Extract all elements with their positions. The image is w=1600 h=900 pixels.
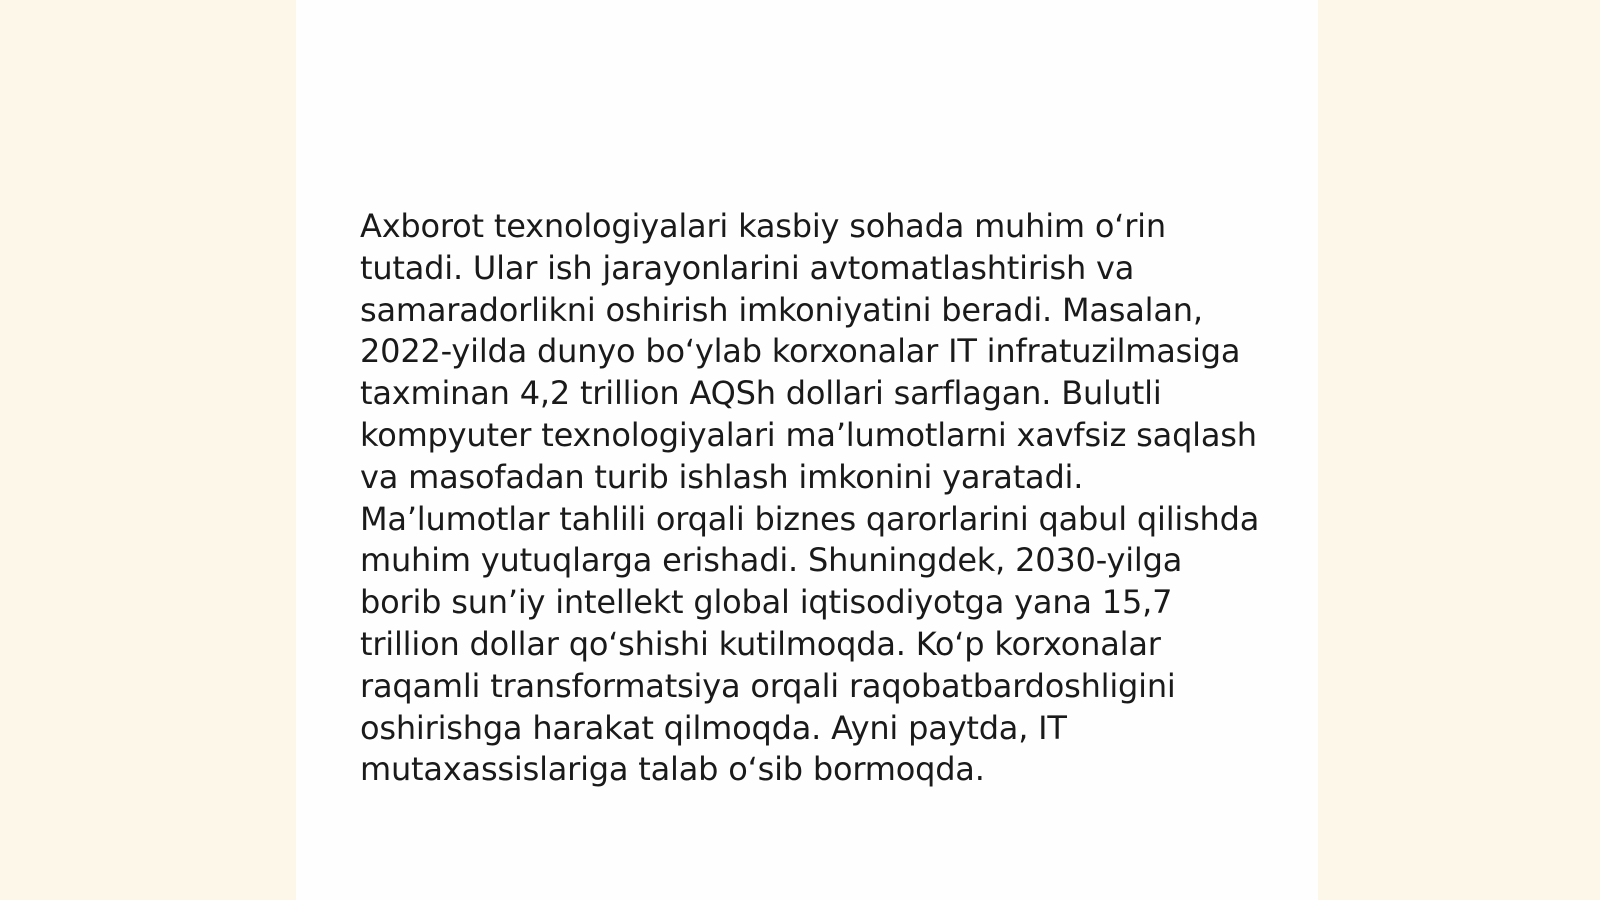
document-page <box>296 0 1318 900</box>
body-paragraph: Axborot texnologiyalari kasbiy sohada muhim o‘rin tutadi. Ular ish jarayonlarini avtomatlashtirish va samaradorlikni oshirish imkoniyatini beradi. Masalan, 2022-yilda dunyo bo‘ylab korxonalar IT infratuzilmasiga taxminan 4,2 trillion AQSh dollari sarflagan. Bulutli kompyuter texnologiyalari ma’lumotlarni xavfsiz saqlash va masofadan turib ishlash imkonini yaratadi. Ma’lumotlar tahlili orqali biznes qarorlarini qabul qilishda muhim yutuqlarga erishadi. Shuningdek, 2030-yilga borib sun’iy intellekt global iqtisodiyotga yana 15,7 trillion dollar qo‘shishi kutilmoqda. Ko‘p korxonalar raqamli transformatsiya orqali raqobatbardoshligini oshirishga harakat qilmoqda. Ayni paytda, IT mutaxassislariga talab o‘sib bormoqda. <box>360 207 1260 789</box>
